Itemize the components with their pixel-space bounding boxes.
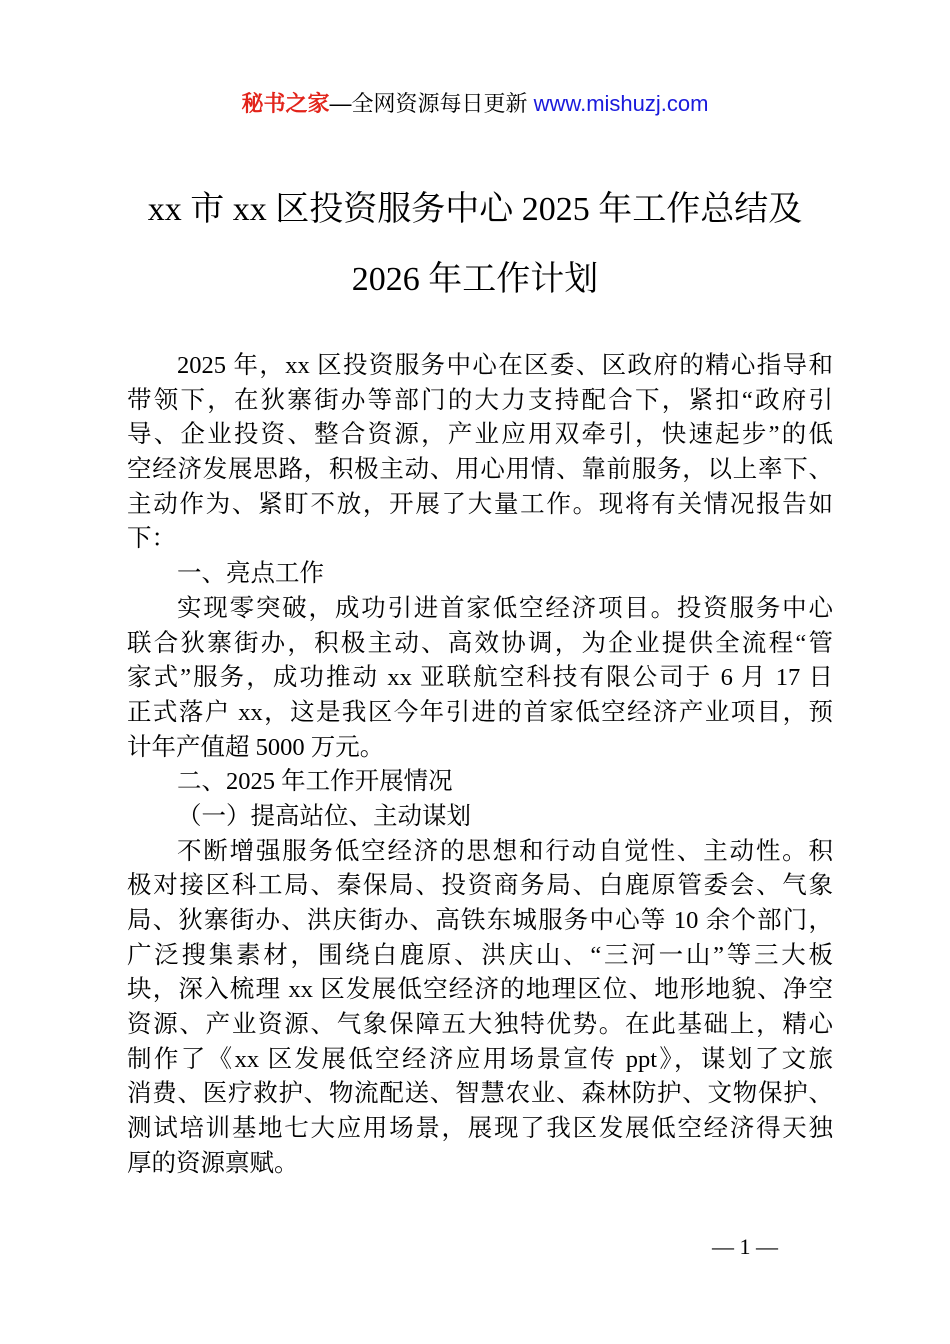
paragraph xyxy=(127,765,833,800)
paragraph xyxy=(127,800,833,835)
text-line: 资源、产业资源、气象保障五大独特优势。在此基础上，精心 xyxy=(127,1011,833,1039)
text-line: （一）提高站位、主动谋划 xyxy=(177,802,471,830)
header-slogan: —全网资源每日更新 xyxy=(329,91,534,116)
text-line: 极对接区科工局、秦保局、投资商务局、白鹿原管委会、气象 xyxy=(127,872,833,900)
text-line: 正式落户 xx，这是我区今年引进的首家低空经济产业项目，预 xyxy=(127,698,833,726)
text-line: 不断增强服务低空经济的思想和行动自觉性、主动性。积 xyxy=(177,837,833,865)
text-line: 测试培训基地七大应用场景，展现了我区发展低空经济得天独 xyxy=(127,1115,833,1143)
site-header xyxy=(0,88,950,120)
text-line: 实现零突破，成功引进首家低空经济项目。投资服务中心 xyxy=(177,594,833,622)
text-line: 计年产值超 5000 万元。 xyxy=(127,733,385,761)
text-line: 联合狄寨街办，积极主动、高效协调，为企业提供全流程“管 xyxy=(127,629,833,657)
document-body xyxy=(127,349,833,1182)
document-title-line-1: xx 市 xx 区投资服务中心 2025 年工作总结及 xyxy=(147,191,803,228)
paragraph xyxy=(127,592,833,765)
document-title-line-2: 2026 年工作计划 xyxy=(351,261,599,298)
text-line: 块，深入梳理 xx 区发展低空经济的地理区位、地形地貌、净空 xyxy=(127,976,833,1004)
text-line: 局、狄寨街办、洪庆街办、高铁东城服务中心等 10 余个部门， xyxy=(127,907,833,934)
text-line: 家式”服务，成功推动 xx 亚联航空科技有限公司于 6 月 17 日 xyxy=(127,664,833,692)
text-line: 空经济发展思路，积极主动、用心用情、靠前服务，以上率下、 xyxy=(127,456,833,484)
text-line: 一、亮点工作 xyxy=(177,560,324,588)
brand-name: 秘书之家 xyxy=(241,91,330,116)
text-line: 主动作为、紧盯不放，开展了大量工作。现将有关情况报告如 xyxy=(127,490,833,518)
text-line: 二、2025 年工作开展情况 xyxy=(177,768,453,796)
text-line: 带领下，在狄寨街办等部门的大力支持配合下，紧扣“政府引 xyxy=(127,386,833,414)
paragraph xyxy=(127,349,833,557)
text-line: 制作了《xx 区发展低空经济应用场景宣传 ppt》，谋划了文旅 xyxy=(127,1045,833,1073)
paragraph xyxy=(127,557,833,592)
text-line: 广泛搜集素材，围绕白鹿原、洪庆山、“三河一山”等三大板 xyxy=(127,941,833,969)
page-number: — 1 — xyxy=(712,1234,778,1259)
text-line: 下： xyxy=(127,525,176,553)
text-line: 导、企业投资、整合资源，产业应用双牵引，快速起步”的低 xyxy=(127,421,833,449)
paragraph xyxy=(127,835,833,1182)
text-line: 厚的资源禀赋。 xyxy=(127,1149,299,1177)
site-url-link[interactable]: www.mishuzj.com xyxy=(533,91,709,116)
text-line: 2025 年，xx 区投资服务中心在区委、区政府的精心指导和 xyxy=(177,352,833,379)
text-line: 消费、医疗救护、物流配送、智慧农业、森林防护、文物保护、 xyxy=(127,1080,833,1108)
